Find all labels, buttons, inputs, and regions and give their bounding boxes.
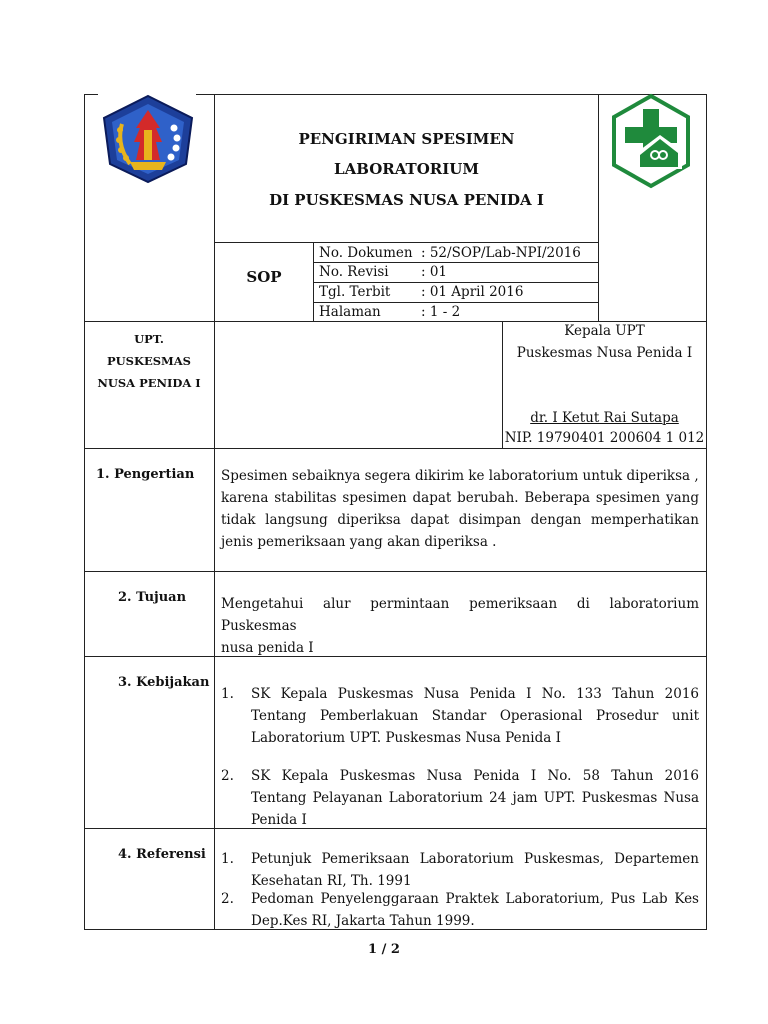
list-item xyxy=(221,765,699,831)
org-name-line-2: PUSKESMAS xyxy=(106,354,191,368)
list-line: Tentang Pemberlakuan Standar Operasional Prosedur unit xyxy=(251,708,699,724)
section-heading-kebijakan: 3. Kebijakan xyxy=(118,675,210,690)
doc-meta-row xyxy=(319,284,523,300)
list-number: 1. xyxy=(221,851,234,867)
approver-nip: NIP. 19790401 200604 1 012 xyxy=(504,430,705,446)
list-line: SK Kepala Puskesmas Nusa Penida I No. 133 Tahun 2016 xyxy=(251,686,699,702)
doc-meta-row xyxy=(319,245,581,261)
list-number: 1. xyxy=(221,686,234,702)
list-item xyxy=(221,888,699,932)
list-line: Petunjuk Pemeriksaan Laboratorium Puskesmas, Departemen xyxy=(251,851,699,867)
body-line: nusa penida I xyxy=(221,640,314,656)
list-line: Pedoman Penyelenggaraan Praktek Laboratorium, Pus Lab Kes xyxy=(251,891,699,907)
document-title-line-2: LABORATORIUM xyxy=(334,160,479,178)
body-line: Mengetahui alur permintaan pemeriksaan di laboratorium Puskesmas xyxy=(221,596,699,634)
list-line: Kesehatan RI, Th. 1991 xyxy=(251,873,412,889)
list-line: Penida I xyxy=(251,812,307,828)
doc-meta-label: No. Revisi xyxy=(319,264,389,280)
section-body-pengertian xyxy=(221,465,699,553)
list-line: SK Kepala Puskesmas Nusa Penida I No. 58 Tahun 2016 xyxy=(251,768,699,784)
list-item xyxy=(221,683,699,749)
doc-meta-label: Halaman xyxy=(319,304,381,320)
sop-label: SOP xyxy=(246,268,282,286)
body-line: tidak langsung diperiksa dapat disimpan dengan memperhatikan xyxy=(221,512,699,528)
doc-meta-value: : 01 xyxy=(421,264,448,280)
page-number: 1 / 2 xyxy=(368,942,400,957)
body-line: Spesimen sebaiknya segera dikirim ke laboratorium untuk diperiksa , xyxy=(221,468,699,484)
approver-name: dr. I Ketut Rai Sutapa xyxy=(530,410,679,426)
org-name-line-3: NUSA PENIDA I xyxy=(97,376,201,390)
list-line: Laboratorium UPT. Puskesmas Nusa Penida I xyxy=(251,730,561,746)
regional-crest-icon xyxy=(100,94,196,186)
doc-meta-row xyxy=(319,304,460,320)
list-number: 2. xyxy=(221,891,234,907)
section-body-tujuan xyxy=(221,593,699,659)
doc-meta-row xyxy=(319,264,447,280)
approval-title-line-1: Kepala UPT xyxy=(564,323,645,339)
doc-meta-value: : 01 April 2016 xyxy=(421,284,524,300)
list-line: Tentang Pelayanan Laboratorium 24 jam UPT. Puskesmas Nusa xyxy=(251,790,699,806)
body-line: jenis pemeriksaan yang akan diperiksa . xyxy=(221,534,497,550)
list-line: Dep.Kes RI, Jakarta Tahun 1999. xyxy=(251,913,475,929)
section-heading-tujuan: 2. Tujuan xyxy=(118,590,187,605)
body-line: karena stabilitas spesimen dapat berubah. Beberapa spesimen yang xyxy=(221,490,699,506)
list-item xyxy=(221,848,699,892)
approval-title-line-2: Puskesmas Nusa Penida I xyxy=(516,345,693,361)
doc-meta-value: : 1 - 2 xyxy=(421,304,461,320)
doc-meta-value: : 52/SOP/Lab-NPI/2016 xyxy=(421,245,581,261)
section-heading-referensi: 4. Referensi xyxy=(118,847,206,862)
list-number: 2. xyxy=(221,768,234,784)
puskesmas-logo-icon xyxy=(610,93,692,189)
doc-meta-label: Tgl. Terbit xyxy=(319,284,391,300)
doc-meta-label: No. Dokumen xyxy=(319,245,413,261)
section-heading-pengertian: 1. Pengertian xyxy=(96,467,195,482)
document-title-line-1: PENGIRIMAN SPESIMEN xyxy=(298,130,515,148)
document-title-line-3: DI PUSKESMAS NUSA PENIDA I xyxy=(269,191,544,209)
org-name-line-1: UPT. xyxy=(134,332,164,346)
